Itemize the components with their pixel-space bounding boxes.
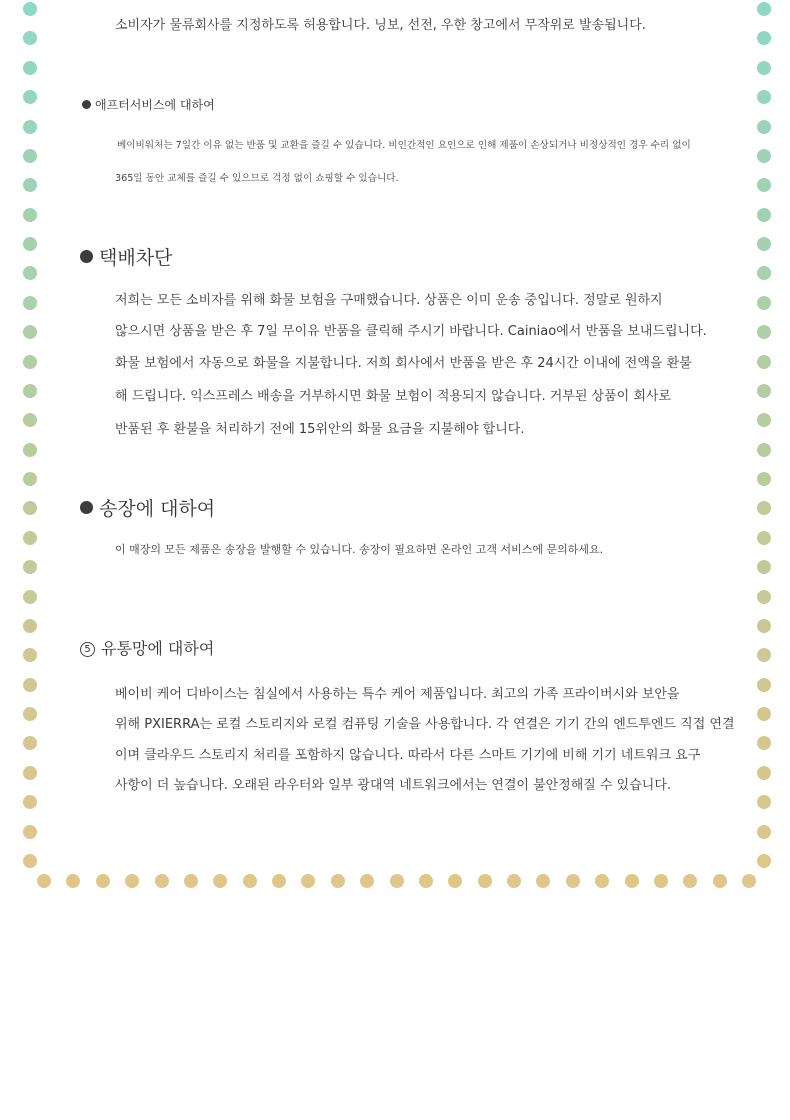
border-dot [757,237,771,251]
border-dot [757,707,771,721]
border-dot [757,90,771,104]
bullet-icon [82,100,91,109]
border-dot [757,825,771,839]
network-line-4: 사항이 더 높습니다. 오래된 라우터와 일부 광대역 네트워크에서는 연결이 불안정해질 수 있습니다. [115,778,672,793]
border-dot [757,590,771,604]
border-dot [125,874,139,888]
border-dot [301,874,315,888]
delivery-block-line-3: 화물 보험에서 자동으로 화물을 지불합니다. 저희 회사에서 반품을 받은 후 24시간 이내에 전액을 환불 [115,356,692,371]
bullet-icon [80,501,93,514]
delivery-block-line-4: 해 드립니다. 익스프레스 배송을 거부하시면 화물 보험이 적용되지 않습니다. 거부된 상품이 회사로 [115,389,672,404]
border-dot [757,266,771,280]
border-dot [742,874,756,888]
border-dot [448,874,462,888]
border-dot [757,325,771,339]
border-dot [23,854,37,868]
border-dot [23,619,37,633]
border-dot [23,296,37,310]
border-dot [757,766,771,780]
border-dot [23,90,37,104]
border-dot [23,678,37,692]
after-service-title: 애프터서비스에 대하여 [95,98,215,112]
border-dot [757,413,771,427]
network-heading [80,636,214,659]
border-dot [757,560,771,574]
invoice-heading [80,494,215,521]
border-dot [507,874,521,888]
border-dot [23,208,37,222]
border-dot [23,61,37,75]
border-dot [595,874,609,888]
border-dot [757,61,771,75]
border-dot [757,736,771,750]
border-dot [23,325,37,339]
border-dot [757,472,771,486]
border-dot [23,149,37,163]
border-dot [23,413,37,427]
border-dot [757,2,771,16]
border-dot [184,874,198,888]
border-dot [625,874,639,888]
border-dot [23,825,37,839]
border-dot [757,31,771,45]
delivery-block-heading [80,243,172,270]
border-dot [23,384,37,398]
border-dot [23,736,37,750]
border-dot [360,874,374,888]
border-dot [757,854,771,868]
border-dot [757,501,771,515]
border-dot [478,874,492,888]
border-dot [23,31,37,45]
border-dot [23,443,37,457]
border-dot [757,296,771,310]
border-dot [419,874,433,888]
border-dot [757,384,771,398]
network-line-2: 위해 PXIERRA는 로컬 스토리지와 로컬 컴퓨팅 기술을 사용합니다. 각 연결은 기기 간의 엔드투엔드 직접 연결 [115,717,735,732]
border-dot [23,2,37,16]
border-dot [757,678,771,692]
border-dot [390,874,404,888]
border-dot [757,355,771,369]
border-dot [23,795,37,809]
border-dot [23,472,37,486]
border-dot [155,874,169,888]
invoice-title: 송장에 대하여 [99,498,216,520]
border-dot [23,237,37,251]
after-service-heading [82,96,215,113]
border-dot [757,619,771,633]
border-dot [23,178,37,192]
border-dot [757,531,771,545]
after-service-line-1: 베이비워처는 7일간 이유 없는 반품 및 교환을 즐길 수 있습니다. 비인간적인 요인으로 인해 제품이 손상되거나 비정상적인 경우 수리 없이 [117,140,691,151]
border-dot [23,560,37,574]
delivery-block-line-5: 반품된 후 환불을 처리하기 전에 15위안의 화물 요금을 지불해야 합니다. [115,422,525,437]
border-dot [23,355,37,369]
border-dot [757,795,771,809]
after-service-line-2: 365일 동안 교체를 즐길 수 있으므로 걱정 없이 쇼핑할 수 있습니다. [115,173,399,184]
border-dot [23,266,37,280]
border-dot [713,874,727,888]
border-dot [757,120,771,134]
border-dot [757,648,771,662]
border-dot [243,874,257,888]
border-dot [536,874,550,888]
network-line-3: 이며 클라우드 스토리지 처리를 포함하지 않습니다. 따라서 다른 스마트 기기에 비해 기기 네트워크 요구 [115,748,701,763]
delivery-block-line-1: 저희는 모든 소비자를 위해 화물 보험을 구매했습니다. 상품은 이미 운송 중입니다. 정말로 원하지 [115,293,663,308]
border-dot [23,648,37,662]
border-dot [37,874,51,888]
border-dot [23,501,37,515]
border-dot [23,707,37,721]
border-dot [757,443,771,457]
network-line-1: 베이비 케어 디바이스는 침실에서 사용하는 특수 케어 제품입니다. 최고의 가족 프라이버시와 보안을 [115,687,680,702]
delivery-block-line-2: 않으시면 상품을 받은 후 7일 무이유 반품을 클릭해 주시기 바랍니다. Cainiao에서 반품을 보내드립니다. [115,324,707,339]
delivery-block-title: 택배차단 [99,247,173,269]
bullet-icon [80,250,93,263]
border-dot [23,120,37,134]
border-dot [213,874,227,888]
border-dot [331,874,345,888]
border-dot [566,874,580,888]
border-dot [757,149,771,163]
circled-number: 5 [80,642,95,657]
border-dot [654,874,668,888]
invoice-line-1: 이 매장의 모든 제품은 송장을 발행할 수 있습니다. 송장이 필요하면 온라인 고객 서비스에 문의하세요. [115,543,604,556]
border-dot [272,874,286,888]
network-title: 유통망에 대하여 [101,639,215,658]
border-dot [757,208,771,222]
border-dot [757,178,771,192]
border-dot [96,874,110,888]
border-dot [23,531,37,545]
border-dot [23,590,37,604]
border-dot [23,766,37,780]
border-dot [683,874,697,888]
intro-line: 소비자가 물류회사를 지정하도록 허용합니다. 닝보, 선전, 우한 창고에서 무작위로 발송됩니다. [115,18,646,33]
border-dot [66,874,80,888]
